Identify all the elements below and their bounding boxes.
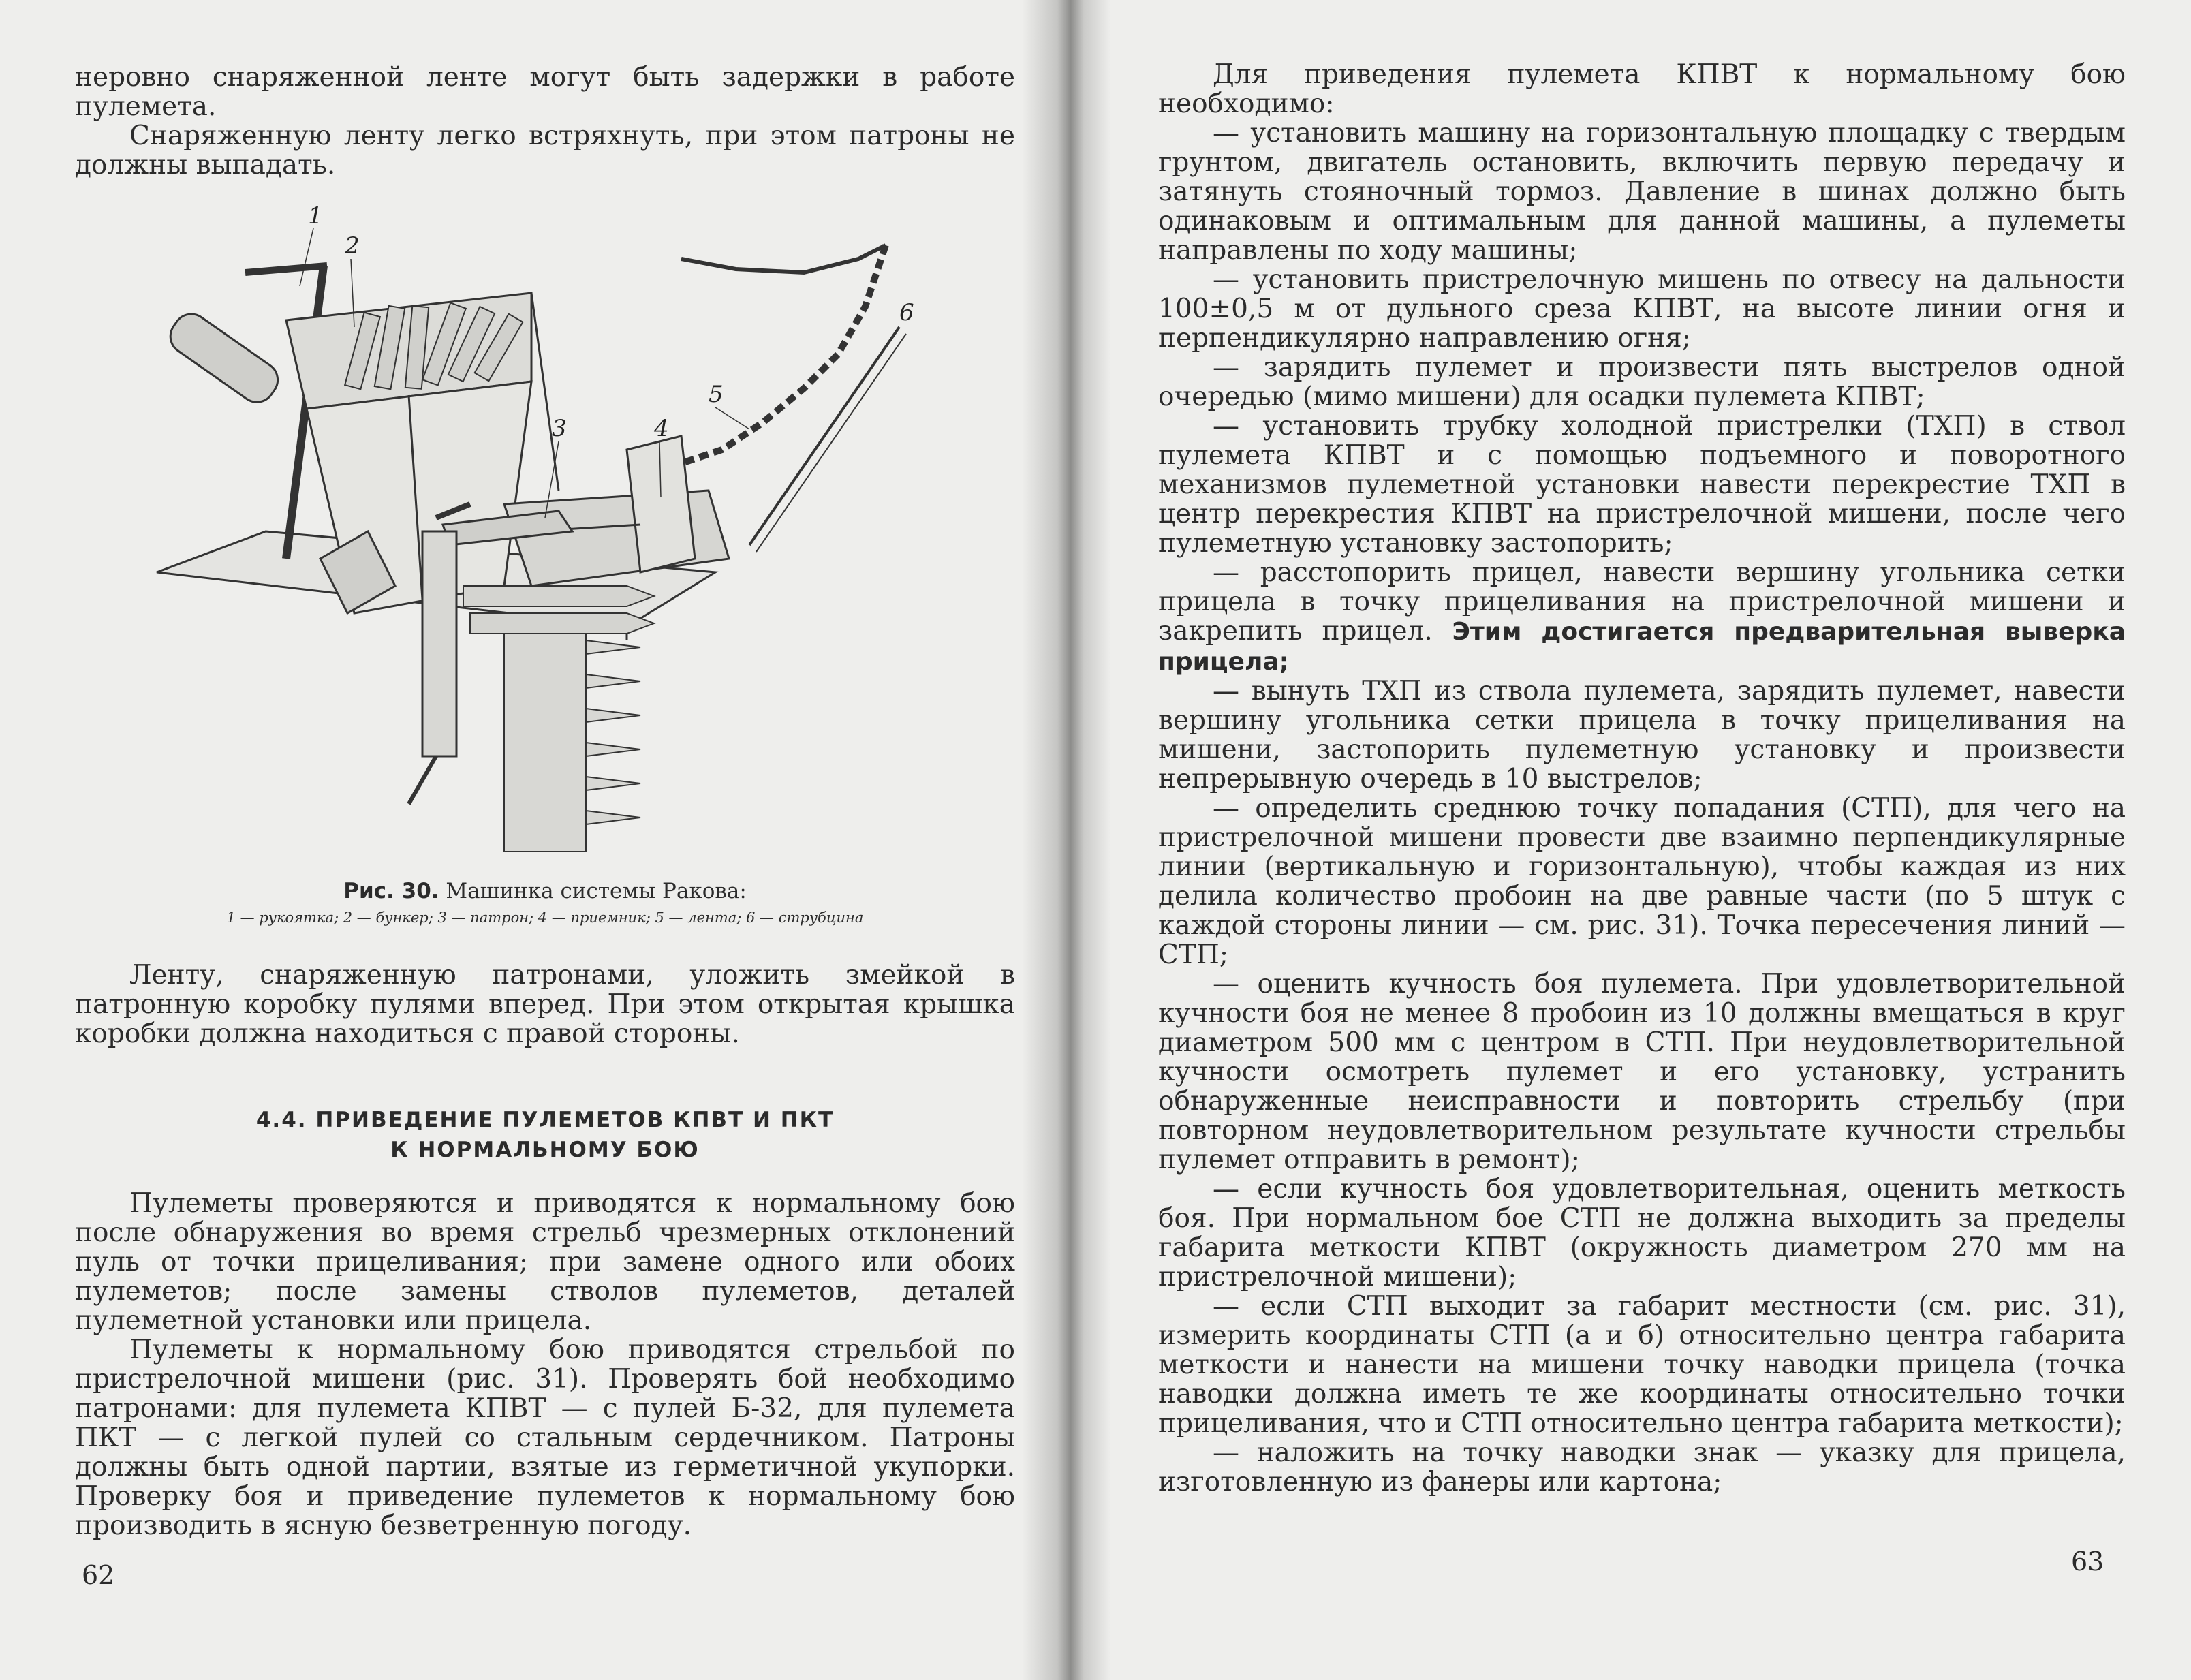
list-item: — вынуть ТХП из ствола пулемета, зарядить пулемет, навести вершину угольника сетки прицела в точку прицеливания на мишени, застопорить пулеметную установку и произвести непрерывную очередь в 10 выстрелов; xyxy=(1158,676,2126,794)
left-mid-text xyxy=(75,961,1015,1048)
caption-number: Рис. 30. xyxy=(343,879,439,903)
paragraph: Ленту, снаряженную патронами, уложить змейкой в патронную коробку пулями вперед. При этом открытая крышка коробки должна находиться с правой стороны. xyxy=(75,960,1015,1049)
list-item: — установить трубку холодной пристрелки (ТХП) в ствол пулемета КПВТ и с помощью подъемного и поворотного механизмов пулеметной установки навести перекрестие ТХП в центр перекрестия КПВТ на пристрелочной мишени, после чего пулеметную установку застопорить; xyxy=(1158,411,2126,559)
callout-6: 6 xyxy=(899,299,914,326)
section-heading-line: К НОРМАЛЬНОМУ БОЮ xyxy=(390,1138,700,1162)
list-item: — установить машину на горизонтальную площадку с твердым грунтом, двигатель остановить, включить первую передачу и затянуть стояночный тормоз. Давление в шинах должно быть одинаковым и оптимальным для данной машины, а пулеметы направлены по ходу машины; xyxy=(1158,118,2126,266)
page-number: 62 xyxy=(82,1560,115,1590)
paragraph: Для приведения пулемета КПВТ к нормальному бою необходимо: xyxy=(1158,59,2126,119)
paragraph: Снаряженную ленту легко встряхнуть, при этом патроны не должны выпадать. xyxy=(75,121,1015,181)
left-bottom-text xyxy=(75,1189,1015,1540)
right-page xyxy=(1063,0,2191,1680)
belt xyxy=(681,245,886,463)
paragraph: неровно снаряженной ленте могут быть задержки в работе пулемета. xyxy=(75,62,1015,122)
list-item: — если кучность боя удовлетворительная, оценить меткость боя. При нормальном бое СТП не должна выходить за пределы габарита меткости КПВТ (окружность диаметром 270 мм на пристрелочной мишени); xyxy=(1158,1174,2126,1292)
receiver xyxy=(504,436,729,586)
caption-title: Машинка системы Ракова: xyxy=(446,879,747,903)
section-heading xyxy=(75,1105,1015,1165)
list-item: — установить пристрелочную мишень по отвесу на дальности 100±0,5 м от дульного среза КПВТ, на высоте линии огня и перпендикулярно направлению огня; xyxy=(1158,264,2126,354)
list-item: — определить среднюю точку попадания (СТП), для чего на пристрелочной мишени провести две взаимно перпендикулярные линии (вертикальную и горизонтальную), чтобы каждая из них делила количество пробоин на две равные части (по 5 штук с каждой стороны линии — см. рис. 31). Точка пересечения линий — СТП; xyxy=(1158,793,2126,970)
crank-handle xyxy=(164,266,327,559)
callout-5: 5 xyxy=(709,381,724,408)
left-page xyxy=(0,0,1063,1680)
callout-2: 2 xyxy=(345,232,360,260)
list-item: — зарядить пулемет и произвести пять выстрелов одной очередью (мимо мишени) для осадки пулемета КПВТ; xyxy=(1158,352,2126,412)
caption-legend: 1 — рукоятка; 2 — бункер; 3 — патрон; 4 — приемник; 5 — лента; 6 — струбцина xyxy=(226,909,864,926)
emphasis-text: Этим достигается предварительная выверка прицела; xyxy=(1158,618,2126,676)
list-item: — наложить на точку наводки знак — указку для прицела, изготовленную из фанеры или картона; xyxy=(1158,1437,2126,1497)
page-number: 63 xyxy=(2071,1546,2104,1576)
figure-caption xyxy=(75,877,1015,905)
list-item: — оценить кучность боя пулемета. При удовлетворительной кучности боя не менее 8 пробоин из 10 должны вмещаться в круг диаметром 500 мм с центром в СТП. При неудовлетворительной кучности осмотреть пулемет и его установку, устранить обнаруженные неисправности и повторить стрельбу (при повторном неудовлетворительном результате кучности стрельбы пулемет отправить в ремонт); xyxy=(1158,969,2126,1175)
list-item: — если СТП выходит за габарит местности (см. рис. 31), измерить координаты СТП (а и б) относительно центра габарита меткости и нанести на мишени точку наводки прицела (точка наводки должна иметь те же координаты относительно точки прицеливания, что и СТП относительно центра габарита меткости); xyxy=(1158,1291,2126,1439)
list-item-text: — расстопорить прицел, навести вершину угольника сетки прицела в точку прицеливания на пристрелочной мишени и закрепить прицел. xyxy=(1158,557,2126,647)
list-item xyxy=(1158,558,2126,676)
left-top-text xyxy=(75,63,1015,180)
section-heading-line: 4.4. ПРИВЕДЕНИЕ ПУЛЕМЕТОВ КПВТ И ПКТ xyxy=(255,1108,835,1132)
hanging-belt xyxy=(504,627,640,852)
book-gutter xyxy=(1022,0,1110,1680)
paragraph: Пулеметы к нормальному бою приводятся стрельбой по пристрелочной мишени (рис. 31). Проверять бой необходимо патронами: для пулемета КПВТ — с пулей Б-32, для пулемета ПКТ — с легкой пулей со стальным сердечником. Патроны должны быть одной партии, взятые из герметичной укупорки. Проверку боя и приведение пулеметов к нормальному бою производить в ясную безветренную погоду. xyxy=(75,1335,1015,1541)
callout-4: 4 xyxy=(654,415,669,442)
callout-3: 3 xyxy=(552,415,567,442)
right-text xyxy=(1158,60,2126,1497)
callout-1: 1 xyxy=(308,204,323,230)
figure-rakov-machine xyxy=(150,204,967,872)
paragraph: Пулеметы проверяются и приводятся к нормальному бою после обнаружения во время стрельб чрезмерных отклонений пуль от точки прицеливания; при замене одного или обоих пулеметов; после замены стволов пулеметов, деталей пулеметной установки или прицела. xyxy=(75,1188,1015,1336)
